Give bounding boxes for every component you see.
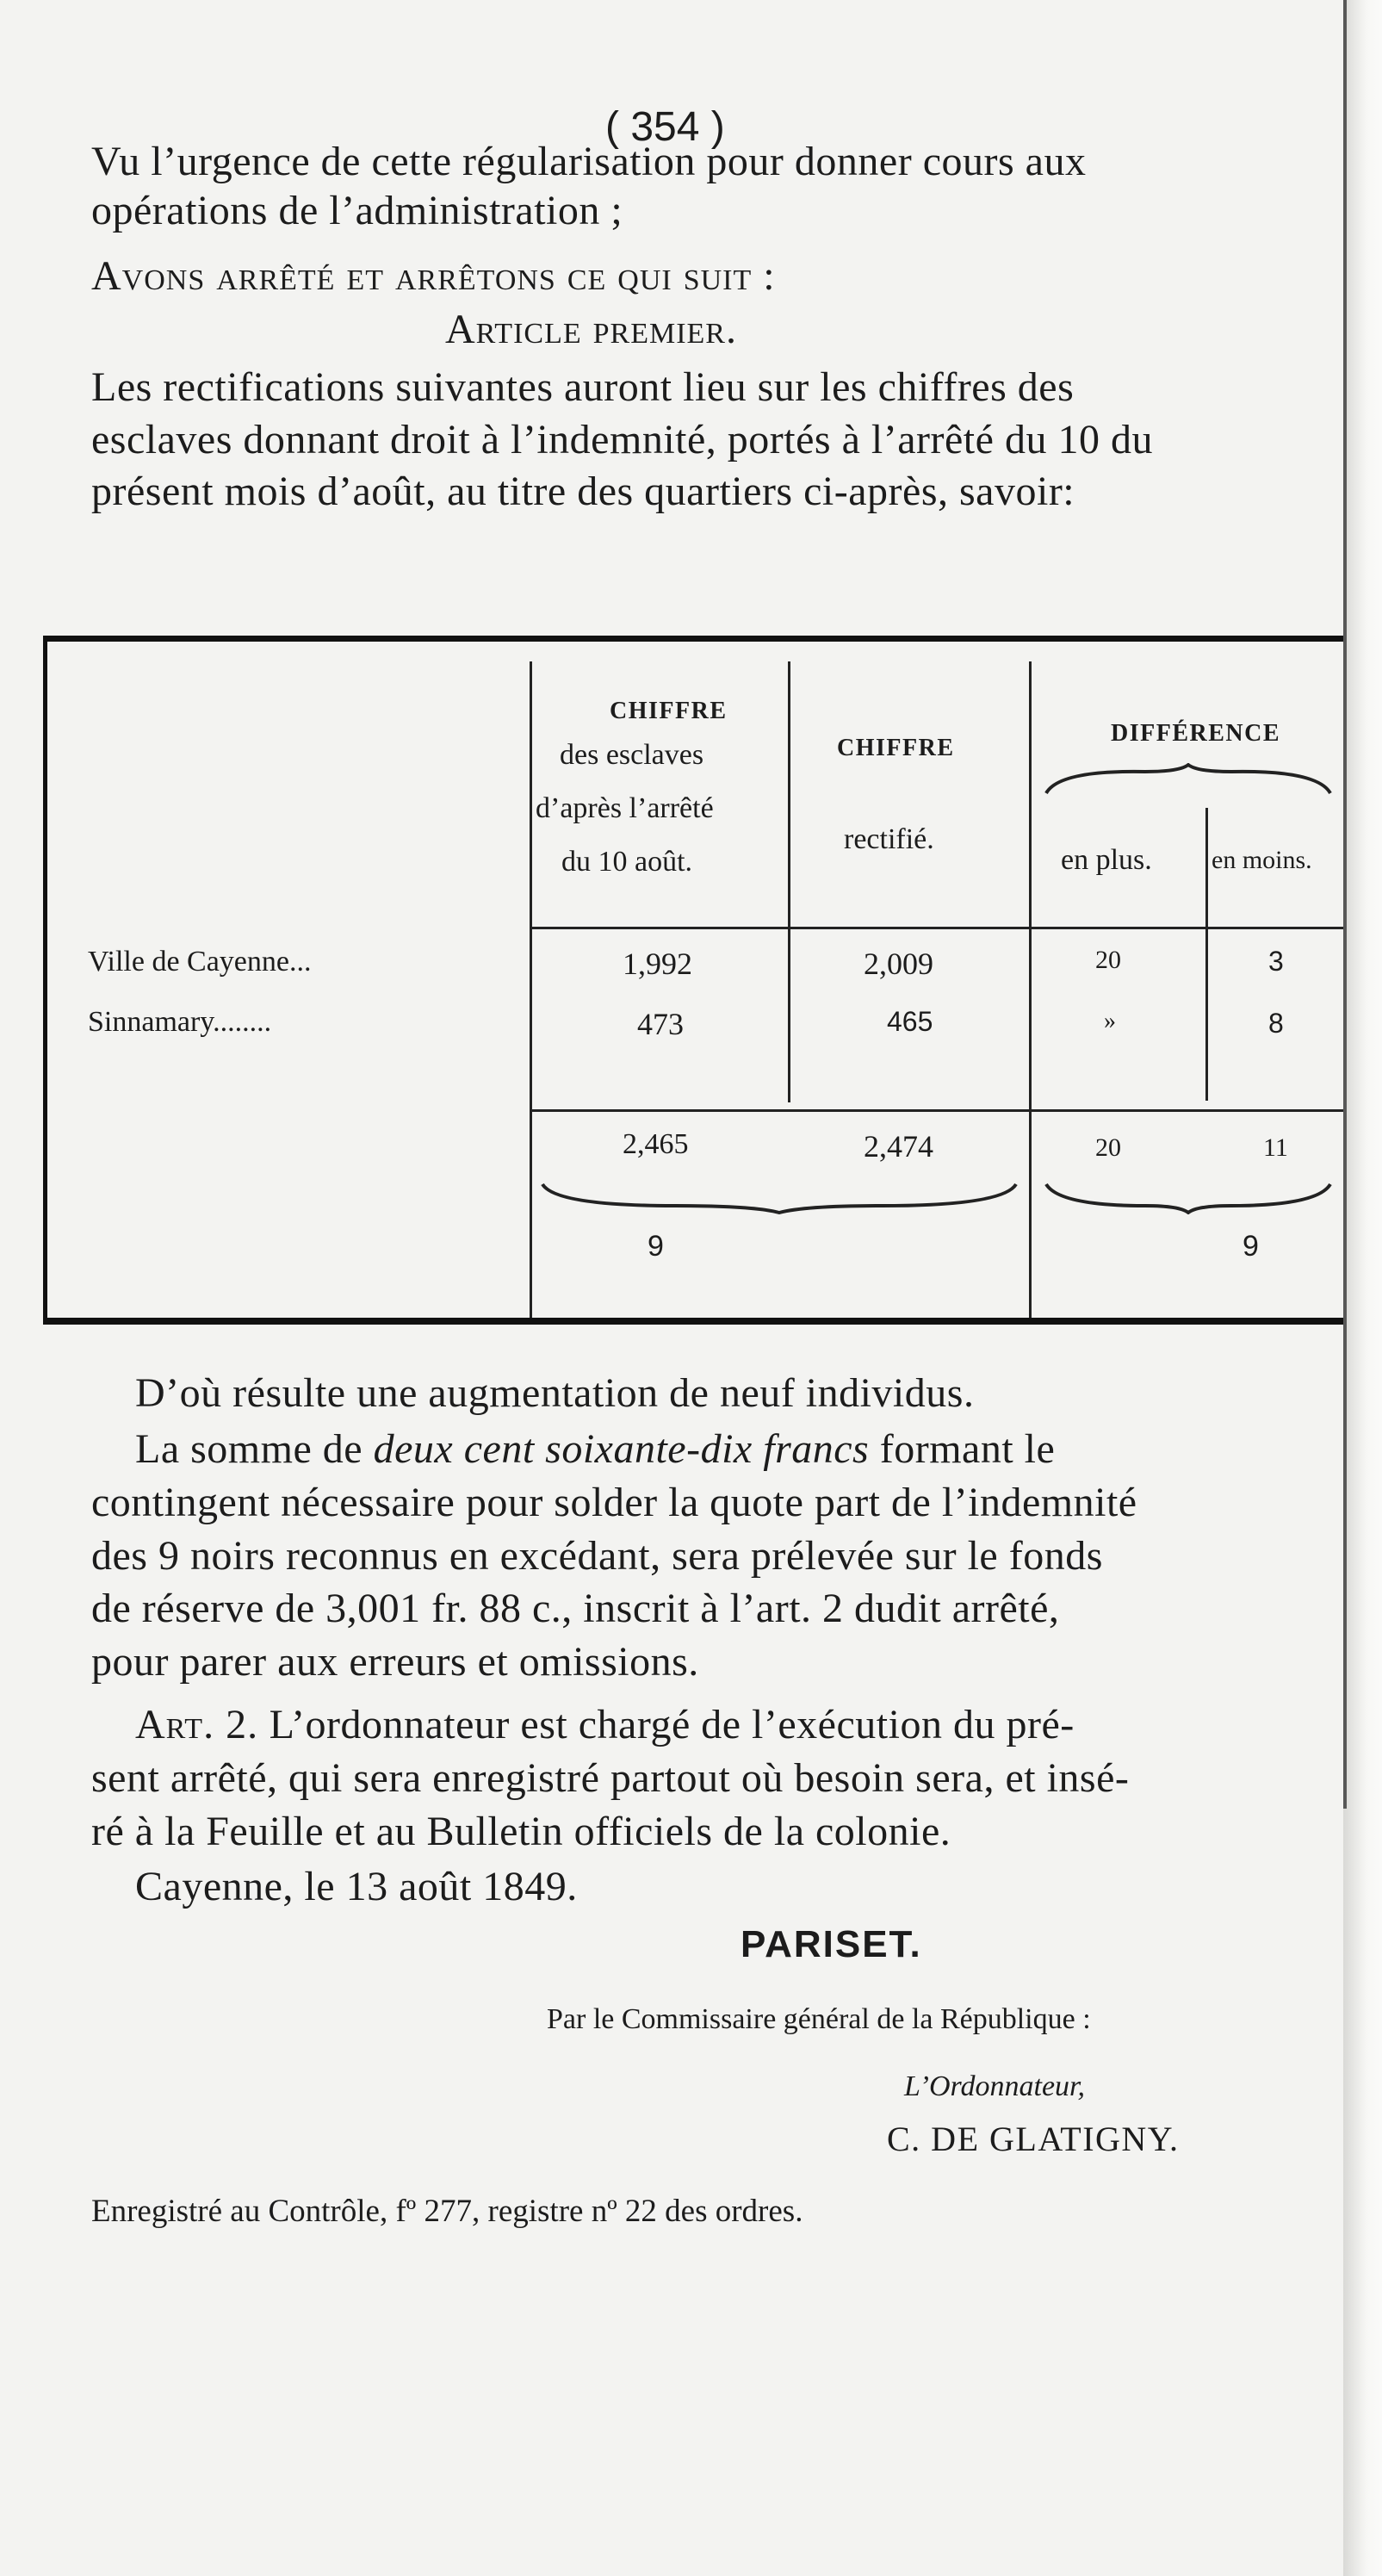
paragraph-2-line-1-b: formant le	[869, 1426, 1056, 1472]
table-left-rule	[43, 636, 47, 1325]
header-en-plus: en plus.	[1061, 844, 1152, 876]
page-number: ( 354 )	[605, 104, 725, 150]
gutter-shadow	[1343, 0, 1347, 1809]
paragraph-1-line-1: Les rectifications suivantes auront lieu sur les chiffres des	[91, 364, 1075, 410]
row-sinnamary-en-plus: »	[1104, 1008, 1116, 1034]
col-divider-3	[1029, 661, 1032, 1318]
header-chiffre-arrete-3: d’après l’arrêté	[536, 792, 714, 824]
header-chiffre-arrete-4: du 10 août.	[561, 846, 693, 878]
col-divider-4	[1205, 808, 1208, 1101]
article-2-line-3: ré à la Feuille et au Bulletin officiels de la colonie.	[91, 1809, 951, 1854]
intro-line-2: opérations de l’administration ;	[91, 188, 623, 233]
paragraph-2-line-2: contingent nécessaire pour solder la quote part de l’indemnité	[91, 1480, 1137, 1525]
article-premier-heading: Article premier.	[445, 307, 737, 352]
row-cayenne-quartier: Ville de Cayenne...	[88, 946, 312, 978]
row-sinnamary-quartier: Sinnamary........	[88, 1006, 272, 1038]
paragraph-2-line-4: de réserve de 3,001 fr. 88 c., inscrit à l’art. 2 dudit arrêté,	[91, 1586, 1060, 1631]
paragraph-2-line-1-a: La somme de	[135, 1426, 374, 1472]
paragraph-1-line-3: présent mois d’août, au titre des quartiers ci-après, savoir:	[91, 469, 1075, 514]
footer-registration: Enregistré au Contrôle, fº 277, registre nº 22 des ordres.	[91, 2194, 803, 2229]
row-sinnamary-en-moins: 8	[1268, 1008, 1284, 1039]
col-divider-2	[788, 661, 790, 1102]
col-divider-1	[530, 661, 532, 1318]
par-le-commissaire: Par le Commissaire général de la République :	[547, 2003, 1091, 2035]
row-cayenne-en-moins: 3	[1268, 946, 1284, 977]
amount-italic: deux cent soixante-dix francs	[373, 1426, 870, 1472]
ordonnateur-name: C. DE GLATIGNY.	[887, 2120, 1180, 2158]
intro-line-1: Vu l’urgence de cette régularisation pour donner cours aux	[91, 139, 1087, 184]
paragraph-2-line-1	[135, 1425, 1055, 1473]
total-rectifie: 2,474	[864, 1129, 933, 1164]
ecart-brace	[1042, 1180, 1335, 1214]
paragraph-1-line-2: esclaves donnant droit à l’indemnité, portés à l’arrêté du 10 du	[91, 417, 1153, 462]
row-cayenne-en-plus: 20	[1095, 946, 1121, 974]
total-arrete: 2,465	[623, 1128, 689, 1160]
header-rule	[530, 927, 1343, 929]
table-bottom-rule	[43, 1318, 1343, 1325]
header-en-moins: en moins.	[1212, 846, 1312, 874]
header-chiffre-arrete-2: des esclaves	[560, 739, 704, 771]
paragraph-2-line-3: des 9 noirs reconnus en excédant, sera prélevée sur le fonds	[91, 1533, 1103, 1579]
header-chiffre-rectifie-1: CHIFFRE	[837, 735, 955, 761]
paragraph-2-line-5: pour parer aux erreurs et omissions.	[91, 1639, 699, 1685]
table-top-rule	[43, 636, 1343, 642]
row-sinnamary-rectifie: 465	[887, 1006, 933, 1037]
ordonnateur-title: L’Ordonnateur,	[904, 2070, 1085, 2102]
article-2-line-2: sent arrêté, qui sera enregistré partout où besoin sera, et insé-	[91, 1755, 1130, 1801]
header-difference: DIFFÉRENCE	[1111, 720, 1281, 747]
difference-ecart: 9	[1243, 1230, 1259, 1263]
result-line: D’où résulte une augmentation de neuf individus.	[135, 1370, 975, 1416]
total-rule	[530, 1109, 1343, 1112]
avons-arrete: Avons arrêté et arrêtons ce qui suit :	[91, 253, 776, 299]
header-chiffre-arrete-1: CHIFFRE	[610, 698, 728, 724]
date-line: Cayenne, le 13 août 1849.	[135, 1864, 578, 1909]
signature-governor: PARISET.	[741, 1923, 922, 1965]
difference-brace	[1042, 763, 1335, 798]
total-en-plus: 20	[1095, 1133, 1121, 1162]
difference-chiffres: 9	[648, 1230, 664, 1263]
article-2-label: Art. 2.	[135, 1702, 259, 1747]
article-2-text-1: L’ordonnateur est chargé de l’exécution du pré-	[258, 1702, 1075, 1747]
rectification-table	[43, 636, 1343, 1325]
header-chiffre-rectifie-2: rectifié.	[844, 823, 934, 855]
chiffre-brace	[538, 1180, 1020, 1214]
row-cayenne-rectifie: 2,009	[864, 947, 933, 981]
article-2-line-1	[135, 1701, 1075, 1748]
page-edge	[1343, 0, 1382, 2576]
total-en-moins: 11	[1263, 1133, 1288, 1162]
row-cayenne-arrete: 1,992	[623, 947, 692, 981]
row-sinnamary-arrete: 473	[637, 1007, 684, 1041]
